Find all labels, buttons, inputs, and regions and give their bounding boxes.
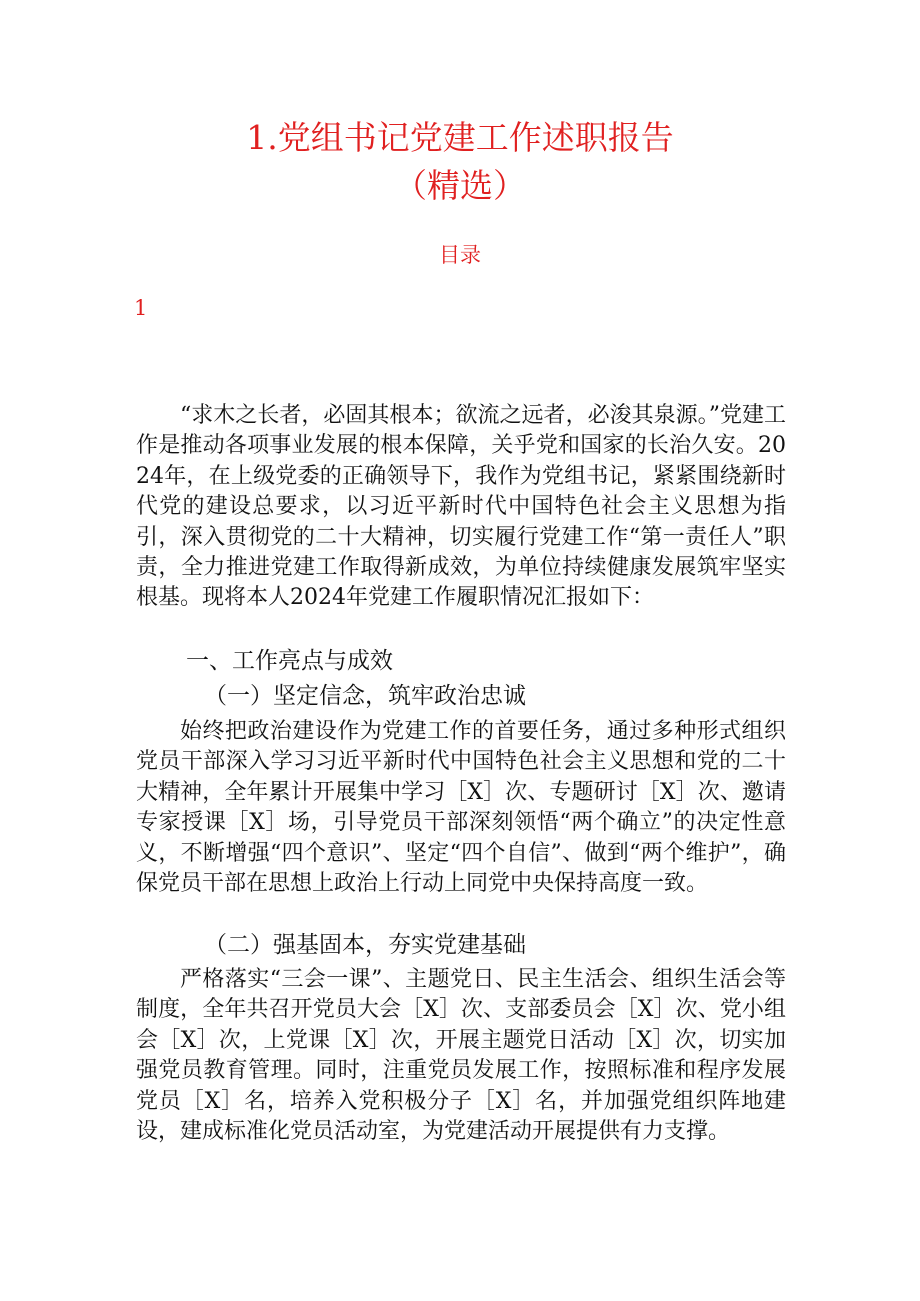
- document-title: 1.党组书记党建工作述职报告: [246, 118, 674, 157]
- intro-paragraph: “求木之长者，必固其根本；欲流之远者，必浚其泉源。”党建工作是推动各项事业发展的根本保障，关乎党和国家的长治久安。2024年，在上级党委的正确领导下，我作为党组书记，紧紧围绕新时代党的建设总要求，以习近平新时代中国特色社会主义思想为指引，深入贯彻党的二十大精神，切实履行党建工作“第一责任人”职责，全力推进党建工作取得新成效，为单位持续健康发展筑牢坚实根基。现将本人2024年党建工作履职情况汇报如下：: [136, 403, 786, 611]
- document-subtitle: （精选）: [394, 166, 526, 205]
- toc-heading: 目录: [439, 243, 481, 267]
- subsection-heading-1: （一）坚定信念，筑牢政治忠诚: [204, 683, 526, 709]
- subsection-heading-2: （二）强基固本，夯实党建基础: [204, 932, 526, 958]
- section-heading-1: 一、工作亮点与成效: [186, 648, 393, 674]
- subsection-paragraph-2: 严格落实“三会一课”、主题党日、民主生活会、组织生活会等制度，全年共召开党员大会［X］次、支部委员会［X］次、党小组会［X］次，上党课［X］次，开展主题党日活动［X］次，切实加强党员教育管理。同时，注重党员发展工作，按照标准和程序发展党员［X］名，培养入党积极分子［X］名，并加强党组织阵地建设，建成标准化党员活动室，为党建活动开展提供有力支撑。: [136, 967, 786, 1145]
- toc-item-1[interactable]: 1: [134, 296, 148, 320]
- subsection-paragraph-1: 始终把政治建设作为党建工作的首要任务，通过多种形式组织党员干部深入学习习近平新时代中国特色社会主义思想和党的二十大精神，全年累计开展集中学习［X］次、专题研讨［X］次、邀请专家授课［X］场，引导党员干部深刻领悟“两个确立”的决定性意义，不断增强“四个意识”、坚定“四个自信”、做到“两个维护”，确保党员干部在思想上政治上行动上同党中央保持高度一致。: [136, 719, 787, 897]
